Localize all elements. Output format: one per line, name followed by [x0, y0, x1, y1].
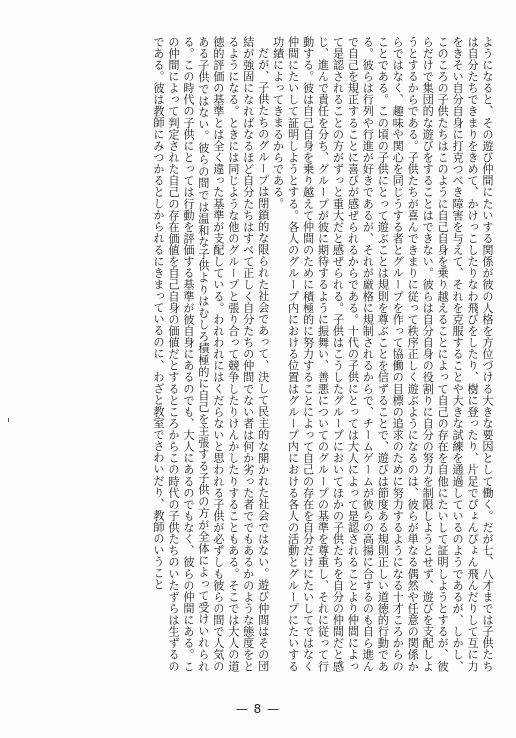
page-number: — 8 — — [235, 702, 281, 716]
paragraph-1: ようになると、その遊び仲間にたいする関係が彼の人格を方位づける大きな要因として働く。だが七、八才までは子供たちは自分たちできまりをきめて、かけっこしたりなわ飛びをしたり、樹に登ったり、片足でぴょんぴょん飛んだりして互に力をきそい自分自身に打克つべき障害を与えて、それを克服することや大きな試練を通過しているのようであるが、しかし、このころの子供たちはこのように自己自身を乗り越えることによって自己の存在を自他にたいして証明しようとするが、彼らだけで集団的な遊びをすることはできない。彼らは自分自身の役割りに自分の努力を制限しようとせず、遊びを支配しようとするからである。子供たちが喜んできまりに従って秩序正しく遊ぶようになるのは、彼らが単なる偶然や任意の関係からではなく、趣味や関心を同じうする者とグループを作って協働の目標の追求のために努力するようになる十才ころからのことである。この頃の子供にとって遊ぶことは規則を尊ぶことを信ずることで、遊びは節度ある規則正しい道徳的行動である。彼らは行列や行進が好きであるが、それが厳格に規制されるからで、チームゲームが彼らの高揚に合するのも自ら進んで自己を規正することに喜びが感ぜられるからである。十代の子供にとっては大人によって是認されることより仲間によって是認されることの方がずっと重大だと感ぜられる。子供はこうしたグループにおいてほかの子供たちを自分の仲間だと感じ、進んで責任を分ち、グループが彼に期待するように振舞い、善悪についてのグループの基準を尊重し、それに従って行動する。彼は自己自身を乗り越えて仲間のために積極的に努力することによって自己の存在を自分だけにたいしてではなく仲間にたいして証明しようとする。各人のグループ内における位置はグループ内における各人の活動とグループにたいする功績によってきまるからである。 — [271, 36, 494, 672]
paragraph-2: だが、子供たちのグループは閉鎖的な限られた社会であって、決して民主的な開かれた社会ではない。遊び仲間はその団結が強固になればなるほど自分たちはすべて正しく自分たちの仲間でない者は何か劣った者ででもあるかのような態度をとるようになる。ときには同じような他のグループと張り合って競争したりけんかしたりすることもある。そこでは大人の道徳的評価の基準とは全く違った基準が支配している。われわれにはくだらないと思われる子供が必ずしも彼らの間で人気のある子供ではない。彼らの間では温和な子供よりはむしろ積極的に自己を主張する子供の方が全体によって受けいれられる。この時代の子供にとっては行動を評価する基準が彼自身にあるのでも、大人にあるのでもなく、彼らの仲間にある。この仲間によって判定された自己の存在価値を自己自身の価値だとするところからこの時代の子供たちのいたずらは生ずるのである。彼は教師にみつかるとしかられるにきまっているのに、わざと教室でさわいだり、教師のいうこと — [152, 36, 270, 672]
body-text — [20, 36, 494, 672]
scan-speck — [8, 418, 9, 422]
